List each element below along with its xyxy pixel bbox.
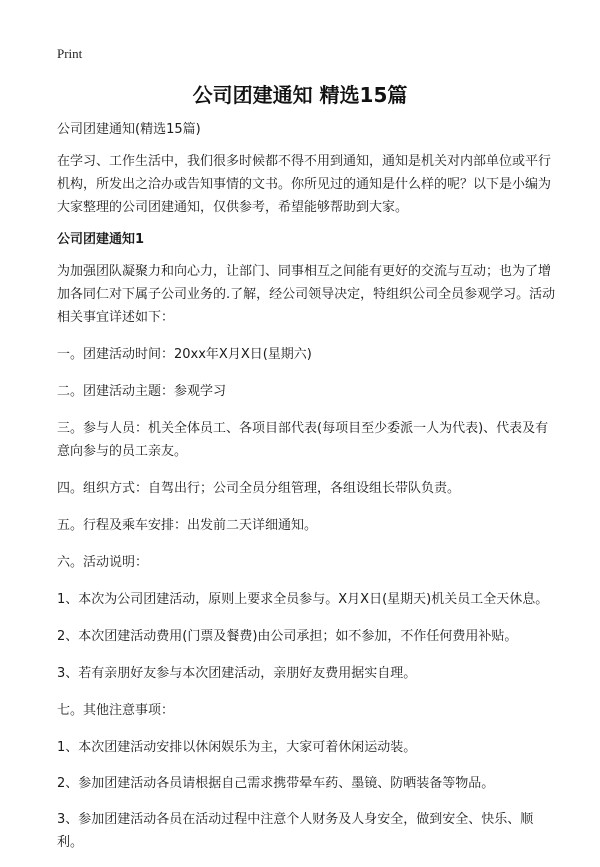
paragraph-time: 一。团建活动时间：20xx年X月X日(星期六) [57,347,312,362]
paragraph-theme: 二。团建活动主题：参观学习 [57,384,227,399]
paragraph-note-1: 1、本次为公司团建活动，原则上要求全员参与。X月X日(星期天)机关员工全天休息。 [57,592,549,607]
paragraph-purpose: 为加强团队凝聚力和向心力，让部门、同事相互之间能有更好的交流与互动；也为了增加各同仁对下属子公司业务的.了解，经公司领导决定，特组织公司全员参观学习。活动相关事宜详述如下： [57,264,556,325]
document-title: 公司团建通知 精选15篇 [192,83,408,107]
paragraph-other-heading: 七。其他注意事项： [57,703,175,718]
paragraph-participants: 三。参与人员：机关全体员工、各项目部代表(每项目至少委派一人为代表)、代表及有意向参与的员工亲友。 [57,421,549,459]
print-link[interactable]: Print [57,46,83,61]
paragraph-note-3: 3、若有亲朋好友参与本次团建活动，亲朋好友费用据实自理。 [57,666,417,681]
paragraph-itinerary: 五。行程及乘车安排：出发前二天详细通知。 [57,518,318,533]
intro-paragraph: 在学习、工作生活中，我们很多时候都不得不用到通知，通知是机关对内部单位或平行机构，所发出之洽办或告知事情的文书。你所见过的通知是什么样的呢？以下是小编为大家整理的公司团建通知，仅供参考，希望能够帮助到大家。 [57,154,552,215]
document-body [57,118,557,867]
paragraph-other-3: 3、参加团建活动各员在活动过程中注意个人财务及人身安全，做到安全、快乐、顺利。 [57,812,534,850]
paragraph-other-1: 1、本次团建活动安排以休闲娱乐为主，大家可着休闲运动装。 [57,740,417,755]
paragraph-organization: 四。组织方式：自驾出行；公司全员分组管理，各组设组长带队负责。 [57,481,461,496]
section-heading: 公司团建通知1 [57,232,145,247]
paragraph-note-2: 2、本次团建活动费用(门票及餐费)由公司承担；如不参加，不作任何费用补贴。 [57,629,518,644]
paragraph-notes-heading: 六。活动说明： [57,555,149,570]
paragraph-other-2: 2、参加团建活动各员请根据自己需求携带晕车药、墨镜、防晒装备等物品。 [57,776,495,791]
document-subtitle: 公司团建通知(精选15篇) [57,122,201,137]
